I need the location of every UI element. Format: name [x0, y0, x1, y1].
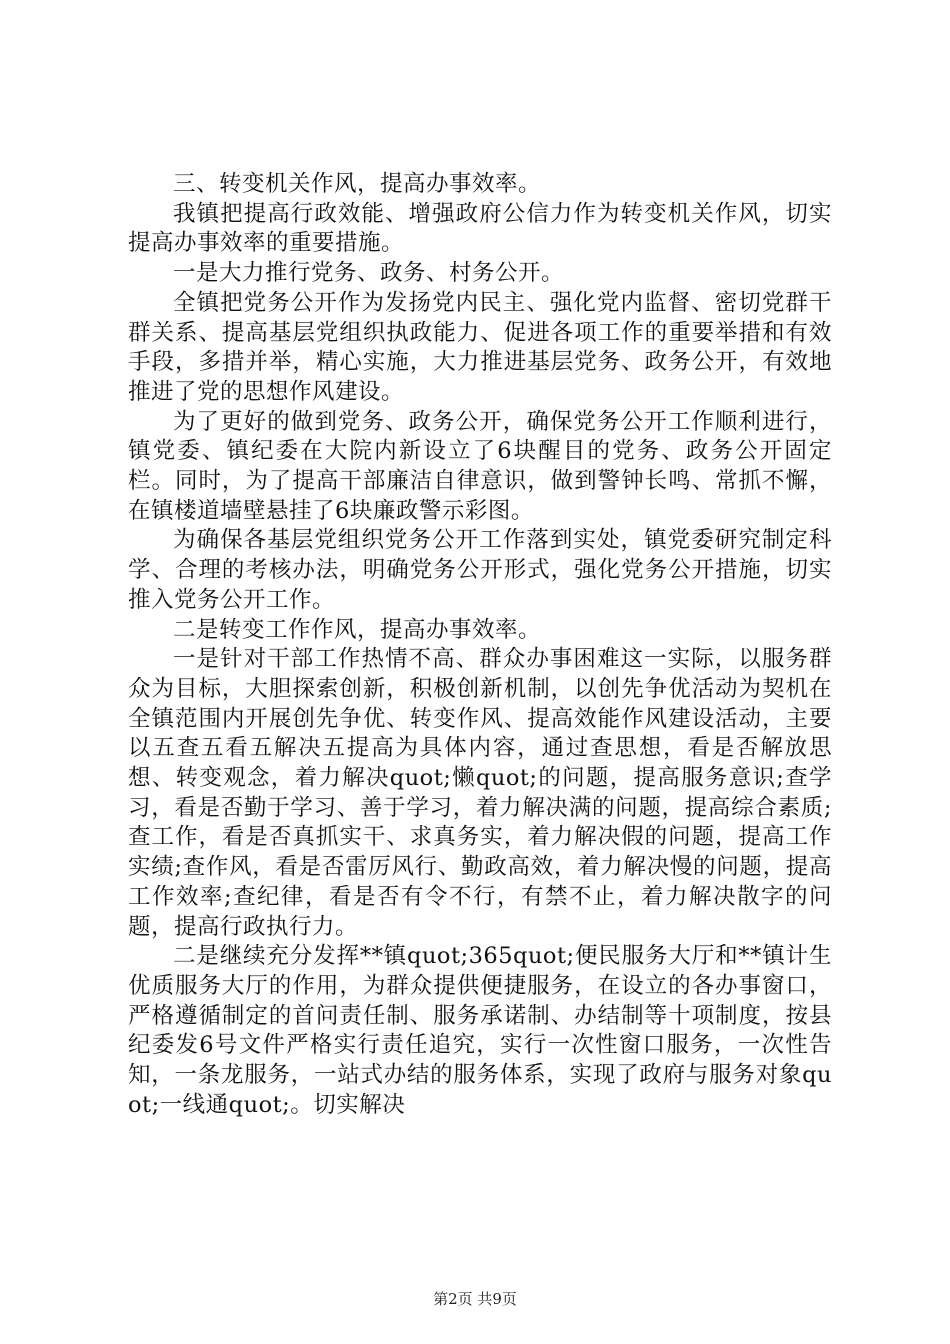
section-heading: 三、转变机关作风，提高办事效率。 — [173, 171, 542, 197]
page-footer: 第2页 共9页 — [433, 1290, 517, 1308]
body-paragraph: 为了更好的做到党务、政务公开，确保党务公开工作顺利进行，镇党委、镇纪委在大院内新设立了6块醒目的党务、政务公开固定栏。同时，为了提高干部廉洁自律意识，做到警钟长鸣、常抓不懈，在镇楼道墙壁悬挂了6块廉政警示彩图。 — [128, 408, 832, 524]
body-paragraph: 我镇把提高行政效能、增强政府公信力作为转变机关作风，切实提高办事效率的重要措施。 — [128, 200, 832, 257]
body-paragraph: 一是针对干部工作热情不高、群众办事困难这一实际，以服务群众为目标，大胆探索创新，积极创新机制，以创先争优活动为契机在全镇范围内开展创先争优、转变作风、提高效能作风建设活动，主要以五查五看五解决五提高为具体内容，通过查思想，看是否解放思想、转变观念，着力解决quot;懒quot;的问题，提高服务意识;查学习，看是否勤于学习、善于学习，着力解决满的问题，提高综合素质;查工作，看是否真抓实干、求真务实，着力解决假的问题，提高工作实绩;查作风，看是否雷厉风行、勤政高效，着力解决慢的问题，提高工作效率;查纪律，看是否有令不行，有禁不止，着力解决散字的问题，提高行政执行力。 — [128, 646, 832, 940]
body-paragraph: 为确保各基层党组织党务公开工作落到实处，镇党委研究制定科学、合理的考核办法，明确党务公开形式，强化党务公开措施，切实推入党务公开工作。 — [128, 527, 832, 613]
body-paragraph: 全镇把党务公开作为发扬党内民主、强化党内监督、密切党群干群关系、提高基层党组织执政能力、促进各项工作的重要举措和有效手段，多措并举，精心实施，大力推进基层党务、政务公开，有效地推进了党的思想作风建设。 — [128, 289, 832, 405]
subsection-heading: 二是转变工作作风，提高办事效率。 — [173, 616, 542, 643]
document-body — [128, 170, 832, 1121]
subsection-heading: 一是大力推行党务、政务、村务公开。 — [173, 260, 565, 287]
body-paragraph: 二是继续充分发挥**镇quot;365quot;便民服务大厅和**镇计生优质服务大厅的作用，为群众提供便捷服务，在设立的各办事窗口，严格遵循制定的首问责任制、服务承诺制、办结制等十项制度，按县纪委发6号文件严格实行责任追究，实行一次性窗口服务，一次性告知，一条龙服务，一站式办结的服务体系，实现了政府与服务对象quot;一线通quot;。切实解决 — [128, 943, 832, 1118]
